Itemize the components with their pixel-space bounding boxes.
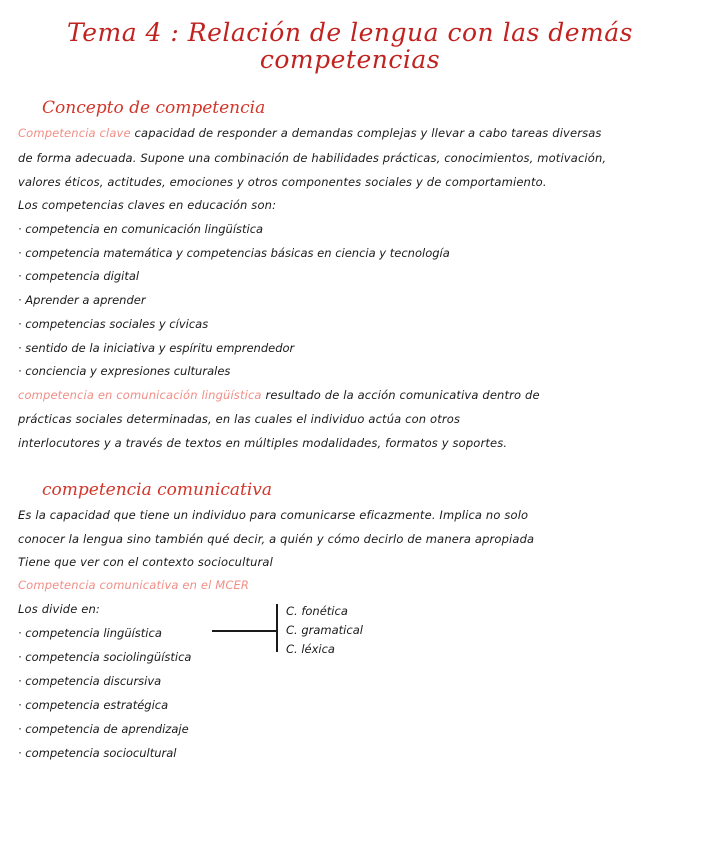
definition-line: de forma adecuada. Supone una combinación de habilidades prácticas, conocimientos, motivación,: [18, 151, 607, 165]
list-item: · Aprender a aprender: [18, 293, 146, 307]
list-item: · competencia sociocultural: [18, 746, 177, 760]
list-item: · competencia estratégica: [18, 698, 169, 712]
page-title-line1: Tema 4 : Relación de lengua con las demás: [66, 18, 634, 47]
term-competencia-clave: Competencia clave: [18, 126, 131, 140]
definition-text: resultado de la acción comunicativa dentro de: [261, 388, 540, 402]
key-competences-intro: Los competencias claves en educación son:: [18, 198, 277, 212]
section-heading-concepto: Concepto de competencia: [42, 98, 266, 118]
bracket-connector-line: [212, 630, 276, 632]
list-item: · competencias sociales y cívicas: [18, 317, 209, 331]
definition-line: valores éticos, actitudes, emociones y otros componentes sociales y de comportamiento.: [18, 175, 547, 189]
list-item: · competencia de aprendizaje: [18, 722, 189, 736]
list-item: · competencia lingüística: [18, 626, 162, 640]
definition-line: prácticas sociales determinadas, en las cuales el individuo actúa con otros: [18, 412, 461, 426]
list-item: · competencia sociolingüística: [18, 650, 192, 664]
divide-intro: Los divide en:: [18, 602, 100, 616]
definition-ccl: [18, 387, 540, 403]
list-item: · competencia digital: [18, 269, 140, 283]
definition-line: Es la capacidad que tiene un individuo para comunicarse eficazmente. Implica no solo: [18, 508, 529, 522]
list-item: · sentido de la iniciativa y espíritu emprendedor: [18, 341, 295, 355]
bracket-connector-line: [276, 604, 278, 652]
list-item: · conciencia y expresiones culturales: [18, 364, 231, 378]
sub-item: C. léxica: [286, 642, 335, 656]
definition-line: Tiene que ver con el contexto sociocultural: [18, 555, 273, 569]
definition-competencia-clave: [18, 125, 602, 141]
list-item: · competencia matemática y competencias básicas en ciencia y tecnología: [18, 246, 450, 260]
term-ccl: competencia en comunicación lingüística: [18, 388, 262, 402]
list-item: · competencia discursiva: [18, 674, 162, 688]
list-item: · competencia en comunicación lingüística: [18, 222, 264, 236]
mcer-label: Competencia comunicativa en el MCER: [18, 578, 250, 592]
definition-line: conocer la lengua sino también qué decir, a quién y cómo decirlo de manera apropiada: [18, 532, 535, 546]
section-heading-comunicativa: competencia comunicativa: [42, 480, 273, 500]
sub-item: C. gramatical: [286, 623, 363, 637]
definition-text: capacidad de responder a demandas complejas y llevar a cabo tareas diversas: [130, 126, 602, 140]
sub-item: C. fonética: [286, 604, 348, 618]
page-title-line2: competencias: [259, 45, 441, 74]
definition-line: interlocutores y a través de textos en múltiples modalidades, formatos y soportes.: [18, 436, 508, 450]
